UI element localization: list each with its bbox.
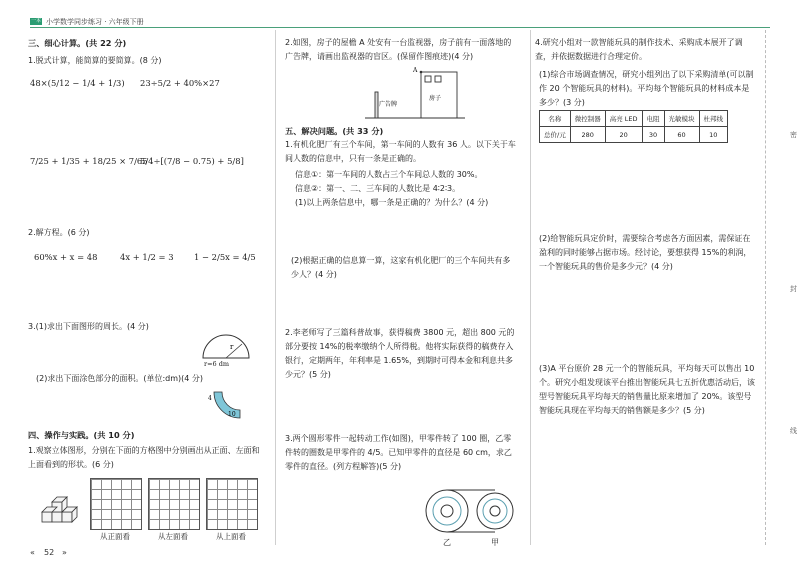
equation: 60%x + x = 48	[34, 252, 98, 262]
table-cell: 280	[570, 127, 605, 143]
expression: 5/4÷[(7/8 − 0.75) + 5/8]	[140, 156, 244, 166]
table-cell: 电阻	[642, 111, 664, 127]
radius-value: r=6 dm	[204, 360, 230, 368]
binding-mark: 线	[790, 427, 797, 435]
cube-figure	[38, 490, 98, 530]
question-1b: (2)根据正确的信息算一算，这家有机化肥厂的三个车间共有多少人？(4 分)	[291, 256, 511, 279]
expression: 7/25 + 1/35 + 18/25 × 7/65	[30, 156, 148, 166]
grid-caption: 从正面看	[100, 532, 130, 541]
table-row	[540, 127, 728, 143]
question-3-text: 3.两个圆形零件一起转动工作(如图)，甲零件转了 100 圈，乙零件转的圈数是甲零件的 4/5。已知甲零件的直径是 60 cm，求乙零件的直径。(列方程解答)(5 分)	[285, 434, 512, 471]
question-2-label: 2.解方程。(6 分)	[28, 228, 90, 237]
table-cell: 杜邦线	[699, 111, 728, 127]
price-table	[539, 110, 728, 143]
radius-label: r	[230, 343, 234, 351]
info-2: 信息②：第一、二、三车间的人数比是 4∶2∶3。	[295, 184, 461, 193]
table-row	[540, 111, 728, 127]
grid-caption: 从左面看	[158, 532, 188, 541]
header-badge: 一本	[30, 18, 41, 24]
header-title: 小学数学同步练习 · 六年级下册	[46, 18, 144, 26]
expression: 23÷5/2 + 40%×27	[140, 78, 220, 88]
gear-yi-label: 乙	[443, 538, 451, 547]
question-1a: (1)以上两条信息中，哪一条是正确的？为什么？(4 分)	[295, 198, 489, 207]
drawing-grid[interactable]	[148, 478, 200, 530]
table-cell: 名称	[540, 111, 571, 127]
binding-mark: 密	[790, 131, 797, 139]
column-divider	[530, 30, 531, 545]
equation: 1 − 2/5x = 4/5	[194, 252, 256, 262]
question-1-text: 1.有机化肥厂有三个车间，第一车间的人数有 36 人。以下关于车间人数的信息中，只有一条是正确的。	[285, 140, 516, 163]
page-next-icon: »	[62, 548, 67, 557]
gear-jia-label: 甲	[491, 538, 499, 547]
column-middle	[285, 0, 525, 565]
table-cell: 光敏模块	[664, 111, 699, 127]
question-3b-label: (2)求出下面涂色部分的面积。(单位:dm)(4 分)	[36, 374, 204, 383]
info-1: 信息①：第一车间的人数占三个车间总人数的 30%。	[295, 170, 483, 179]
question-3-label: 3.(1)求出下面图形的周长。(4 分)	[28, 322, 149, 331]
drawing-grid[interactable]	[90, 478, 142, 530]
column-divider	[275, 30, 276, 545]
binding-line	[765, 30, 766, 545]
binding-mark: 封	[790, 285, 797, 293]
question-4b: (2)给智能玩具定价时，需要综合考虑各方面因素，需保证在盈利的同时能够占据市场。经讨论，要想获得 15%的利润，一个智能玩具的售价是多少元？(4 分)	[539, 234, 752, 271]
section-5-title: 五、解决问题。(共 33 分)	[285, 126, 384, 136]
house-label: 房子	[429, 95, 442, 102]
table-cell: 20	[605, 127, 642, 143]
point-A-label: A	[413, 67, 418, 74]
table-cell: 10	[699, 127, 728, 143]
page-prev-icon: «	[30, 548, 35, 557]
table-cell: 60	[664, 127, 699, 143]
page-number: 52	[44, 548, 55, 557]
question-4-text: 4.研究小组对一款智能玩具的制作技术、采购成本展开了调查，并依据数据进行合理定价。	[535, 38, 743, 61]
question-4-text: 1.观察立体图形，分别在下面的方格图中分别画出从正面、左面和上面看到的形状。(6 分)	[28, 446, 260, 469]
table-cell: 微控制器	[570, 111, 605, 127]
table-cell: 总价/元	[540, 127, 571, 143]
question-2-text: 2.如图，房子的屋檐 A 处安有一台监视器，房子前有一面落地的广告牌，请画出监视器的盲区。(保留作图痕迹)(4 分)	[285, 38, 512, 61]
table-cell: 30	[642, 127, 664, 143]
question-2b-text: 2.李老师写了三篇科普故事，获得稿费 3800 元，超出 800 元的部分要按 14%的税率缴纳个人所得税。他将实际获得的稿费存入银行，定期两年，年利率是 1.65%，到期时可得本金和利息共多少元？(5 分)	[285, 328, 515, 379]
equation: 4x + 1/2 = 3	[120, 252, 174, 262]
table-cell: 高亮 LED	[605, 111, 642, 127]
section-3-title: 三、细心计算。(共 22 分)	[28, 38, 127, 48]
grid-caption: 从上面看	[216, 532, 246, 541]
question-4c: (3)A 平台原价 28 元一个的智能玩具，平均每天可以售出 10 个。研究小组发现该平台推出智能玩具七五折优惠活动后，该型号智能玩具平均每天的销售量比原来增加了 20%。该型号智能玩具现在平均每天的销售额是多少？(5 分)	[539, 364, 755, 415]
question-1-label: 1.脱式计算，能简算的要简算。(8 分)	[28, 56, 162, 65]
section-4-title: 四、操作与实践。(共 10 分)	[28, 430, 135, 440]
shaded-area-figure	[206, 386, 256, 424]
board-label: 广告牌	[379, 101, 398, 108]
dim-label: 4	[208, 395, 212, 402]
drawing-grid[interactable]	[206, 478, 258, 530]
house-figure	[365, 66, 465, 120]
column-right	[535, 0, 760, 565]
gears-figure	[425, 486, 515, 538]
expression: 48×(5/12 − 1/4 + 1/3)	[30, 78, 125, 88]
dim-label: 10	[228, 411, 236, 418]
column-left	[22, 0, 267, 565]
question-4a: (1)综合市场调查情况，研究小组列出了以下采购清单(可以制作 20 个智能玩具的材料)。平均每个智能玩具的材料成本是多少？(3 分)	[539, 70, 754, 107]
